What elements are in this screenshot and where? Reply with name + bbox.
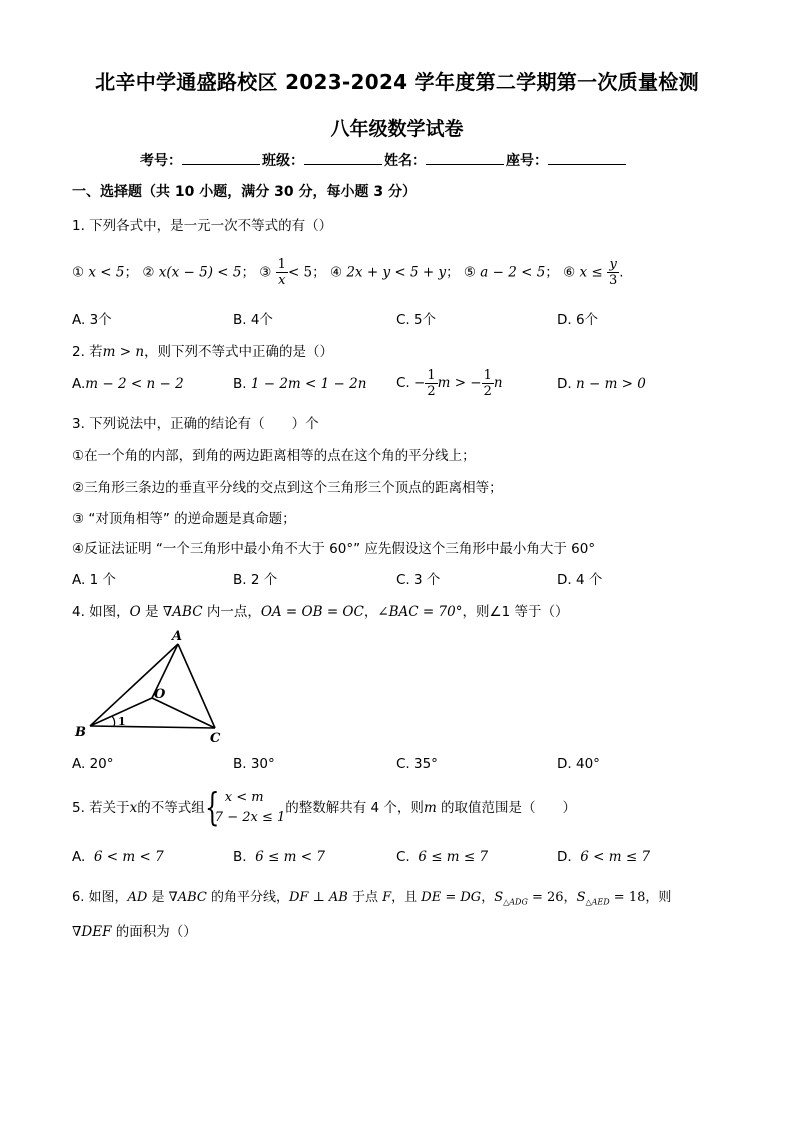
q1-sep: ； xyxy=(124,264,139,281)
frac-den: 2 xyxy=(483,383,492,399)
q6-math: ∇DEF xyxy=(72,924,112,940)
q6-math: AD xyxy=(127,890,148,905)
q5-math: x xyxy=(129,800,138,816)
q6-math: F xyxy=(382,890,392,905)
q5-inequality-system xyxy=(204,785,286,829)
frac-den: x xyxy=(278,273,286,288)
option-letter: D. xyxy=(557,376,572,392)
q6-math: S xyxy=(494,890,504,905)
q1-sep: ； xyxy=(545,264,559,281)
q4-math: ∇ABC xyxy=(162,604,203,620)
q4-stem xyxy=(72,600,568,620)
exam-subtitle: 八年级数学试卷 xyxy=(330,118,464,140)
q2-stem xyxy=(72,340,333,360)
q4-text: 内一点， xyxy=(202,604,261,620)
frac-den: 2 xyxy=(427,383,436,399)
q5-ineq-1: x < m xyxy=(224,790,264,805)
q2-option-d[interactable] xyxy=(557,376,646,392)
q4-option-c[interactable]: C. 35° xyxy=(396,756,438,772)
option-letter: B. xyxy=(233,376,247,392)
option-expr: 6 < m ≤ 7 xyxy=(580,849,651,865)
q1-item-num: ① xyxy=(72,264,85,281)
frac-num: y xyxy=(607,257,619,273)
exam-no-field[interactable] xyxy=(182,152,260,165)
option-letter: D. xyxy=(557,849,572,865)
q6-text: ，且 xyxy=(391,890,422,905)
q5-text: 的整数解共有 4 个，则 xyxy=(285,800,424,816)
q2-option-c[interactable] xyxy=(396,366,503,400)
seat-label: 座号： xyxy=(506,153,548,169)
q6-text: ， xyxy=(563,890,577,905)
edge-ba xyxy=(90,644,178,726)
q5-text: 的取值范围是（ ） xyxy=(436,800,577,816)
segment-oc xyxy=(152,698,215,728)
q1-sep: ； xyxy=(312,264,326,281)
q3-option-a[interactable]: A. 1 个 xyxy=(72,572,116,588)
exam-no-label: 考号： xyxy=(140,153,182,169)
option-letter: A. xyxy=(72,849,86,865)
q6-text: 于点 xyxy=(347,890,383,905)
q4-math: O xyxy=(129,604,141,620)
q3-statement-2: ②三角形三条边的垂直平分线的交点到这个三角形三个顶点的距离相等； xyxy=(72,480,503,496)
class-label: 班级： xyxy=(262,153,304,169)
q6-math: ∇ABC xyxy=(168,890,207,905)
q3-stem: 3. 下列说法中，正确的结论有（ ）个 xyxy=(72,416,319,432)
q6-text: 6. 如图， xyxy=(72,890,128,905)
option-expr: 6 < m < 7 xyxy=(93,849,164,865)
edge-ac xyxy=(178,644,215,728)
q6-text: 是 xyxy=(147,890,169,905)
q4-text: 4. 如图， xyxy=(72,604,130,620)
q1-option-d[interactable]: D. 6个 xyxy=(557,312,599,328)
q5-text: 的不等式组 xyxy=(137,800,205,816)
q6-math: = 26 xyxy=(527,890,564,905)
q2-option-a[interactable] xyxy=(72,376,184,392)
q2-stem-pre: 2. 若 xyxy=(72,344,103,360)
student-info-line xyxy=(140,150,628,170)
q5-stem xyxy=(72,785,576,831)
q1-expr-2: x(x − 5) < 5 xyxy=(158,264,242,281)
q1-fraction xyxy=(607,257,619,288)
q1-option-a[interactable]: A. 3个 xyxy=(72,312,112,328)
q5-option-d[interactable] xyxy=(557,849,650,865)
q5-math: m xyxy=(423,800,437,816)
q1-sep: ； xyxy=(446,264,460,281)
seat-field[interactable] xyxy=(548,152,626,165)
option-fraction xyxy=(425,368,437,399)
q1-sep: ； xyxy=(241,264,255,281)
option-expr: 6 ≤ m ≤ 7 xyxy=(418,849,489,865)
q4-text: ， xyxy=(363,604,378,620)
q5-ineq-2: 7 − 2x ≤ 1 xyxy=(214,810,286,825)
option-letter: A. xyxy=(72,376,86,392)
q1-item-num: ② xyxy=(142,264,155,281)
q1-option-c[interactable]: C. 5个 xyxy=(396,312,437,328)
q6-stem-line-1 xyxy=(72,886,671,907)
q3-statement-3: ③ “对顶角相等” 的逆命题是真命题； xyxy=(72,511,296,527)
frac-den: 3 xyxy=(609,273,618,288)
label-b: B xyxy=(75,725,86,740)
q3-statement-4: ④反证法证明 “一个三角形中最小角不大于 60°” 应先假设这个三角形中最小角大于 60° xyxy=(72,541,596,557)
q1-item-num: ④ xyxy=(329,264,343,281)
q6-text: 的角平分线， xyxy=(206,890,289,905)
q3-option-d[interactable]: D. 4 个 xyxy=(557,572,603,588)
option-expr: − xyxy=(414,375,426,391)
q1-option-b[interactable]: B. 4个 xyxy=(233,312,273,328)
q5-option-c[interactable] xyxy=(396,849,488,865)
q4-option-a[interactable]: A. 20° xyxy=(72,756,114,772)
q6-math: DF ⊥ AB xyxy=(288,890,348,905)
q1-end: . xyxy=(619,264,624,281)
class-field[interactable] xyxy=(304,152,382,165)
q6-text: 的面积为（） xyxy=(111,924,197,940)
q1-expr-5: a − 2 < 5 xyxy=(480,264,546,281)
frac-num: 1 xyxy=(427,367,436,383)
angle-1-label: 1 xyxy=(118,715,126,728)
label-a: A xyxy=(172,629,183,644)
option-expr: m − 2 < n − 2 xyxy=(85,376,184,392)
label-c: C xyxy=(210,731,221,744)
q6-text: ， xyxy=(481,890,495,905)
q1-expr-1: x < 5 xyxy=(88,264,125,281)
q5-option-a[interactable] xyxy=(72,849,164,865)
q6-math: DE = DG xyxy=(421,890,482,905)
q2-option-b[interactable] xyxy=(233,376,366,392)
q6-text: ，则 xyxy=(645,890,672,905)
option-letter: C. xyxy=(396,849,410,865)
q1-items xyxy=(72,257,624,288)
q4-math: ∠BAC = 70° xyxy=(377,604,463,620)
triangle-figure xyxy=(70,628,230,744)
q2-stem-expr: m > n xyxy=(102,344,145,360)
section-title: 一、选择题（共 10 小题，满分 30 分，每小题 3 分） xyxy=(72,184,416,200)
q3-option-c[interactable]: C. 3 个 xyxy=(396,572,441,588)
q5-option-b[interactable] xyxy=(233,849,325,865)
edge-bc xyxy=(90,726,215,728)
q3-statement-1: ①在一个角的内部，到角的两边距离相等的点在这个角的平分线上； xyxy=(72,448,476,464)
q1-expr-3: < 5 xyxy=(287,264,313,281)
q6-math: = 18 xyxy=(609,890,646,905)
angle-1-arc xyxy=(112,716,115,726)
name-label: 姓名： xyxy=(384,153,426,169)
q4-text: 是 xyxy=(140,604,163,620)
option-expr: m > − xyxy=(437,375,482,391)
q1-expr-6: x ≤ xyxy=(579,264,603,281)
q5-text: 5. 若关于 xyxy=(72,800,130,816)
brace-icon: { xyxy=(204,785,220,829)
option-expr: n − m > 0 xyxy=(575,376,646,392)
q4-option-d[interactable]: D. 40° xyxy=(557,756,600,772)
q1-expr-4: 2x + y < 5 + y xyxy=(346,264,447,281)
q2-stem-post: ，则下列不等式中正确的是（） xyxy=(144,344,334,360)
frac-num: 1 xyxy=(277,257,286,272)
option-expr: 6 ≤ m < 7 xyxy=(255,849,325,865)
q6-math: S xyxy=(576,890,586,905)
q6-math-sub: △AED xyxy=(585,897,610,907)
q1-stem: 1. 下列各式中，是一元一次不等式的有（） xyxy=(72,218,333,234)
q4-math: OA = OB = OC xyxy=(260,604,364,620)
q1-item-num: ⑤ xyxy=(463,264,476,281)
label-o: O xyxy=(154,687,166,702)
option-expr: 1 − 2m < 1 − 2n xyxy=(250,376,367,392)
q1-fraction xyxy=(276,257,288,288)
q4-text: ，则∠1 等于（） xyxy=(462,604,569,620)
option-letter: B. xyxy=(233,849,247,865)
q1-item-num: ⑥ xyxy=(563,264,576,281)
option-letter: C. xyxy=(396,375,410,391)
option-expr: n xyxy=(493,375,503,391)
q4-option-b[interactable]: B. 30° xyxy=(233,756,275,772)
q1-item-num: ③ xyxy=(259,264,272,281)
q6-math-sub: △ADG xyxy=(503,897,528,907)
exam-title: 北辛中学通盛路校区 2023-2024 学年度第二学期第一次质量检测 xyxy=(95,70,699,94)
q6-stem-line-2 xyxy=(72,920,197,940)
q3-option-b[interactable]: B. 2 个 xyxy=(233,572,278,588)
option-fraction xyxy=(482,368,494,399)
frac-num: 1 xyxy=(483,367,492,383)
name-field[interactable] xyxy=(426,152,504,165)
